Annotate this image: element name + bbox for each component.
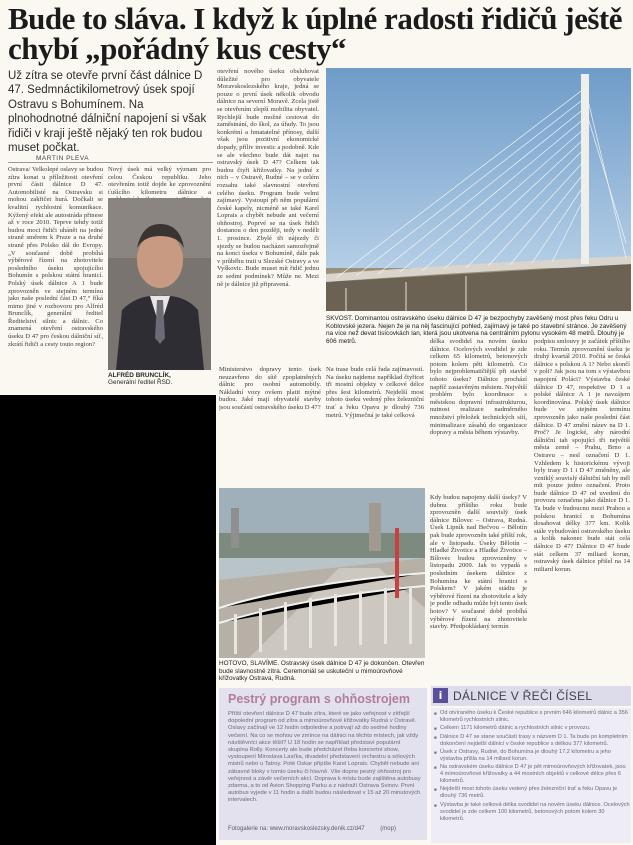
body-column-c2: Kdy budou napojeny další úseky? V dubnu příštího roku bude zprovozněn další souvislý úsek dálnice Bílovec – Ostrava, Rudná. Úsek Lipník nad Bečvou – Bělotín pak bude zprovozněn také příští rok, ale v listopadu. Úseky Bělotín – Hladké Životice a Hladké Životice – Bílovec budou zprovozněny v listopadu 2009. Jak to vypadá s posledním úsekem dálnice z Bohumína ke státní hranici s Polskem? V jakém stádiu je výběrové řízení na zhotovitele a kdy je podle odhadu může být tento úsek hotov? V současné době probíhá výběrové řízení na zhotovitele stavby. Předpokládaný termín — [430, 494, 527, 631]
program-body: Příští otevření dálnice D 47 bude zítra, které se jako veřejnost v zítřejší dopolední program od zítra a mimoúrovňové křižovatky Rudná v Ostravě. Oslavy začínají ve 12 hodin odpoledne a potrvají až do sedmé hodiny večerní. Na co se mohou ve zmínce na dálnici na těchto místech, jak vždy návštěvníci akce těšit? U 18 hodin se například představí populární skupina Rolly. Koncerty ale bude předcházet třeba koncertní show, vystoupení Miroslava Lasťka, divadelní představení orchestru a sólových mistrů nebo u Tatroy. Poté Oskar připíše Karel Loprais. Chybět nebude ani zábavné bloky v tomto úseku či hlavně. Vše dopne pestrý ohňostroj pro veřejnost a závěr večerních akcí. Doprava k místu bude zajištěna autobusy zdarma, a to od Avion Shopping Parku a z nádraží Ostrava Svinov. První autobus vyjede v 11 hodin a další budou následovat v 15 až 20 minutových intervalech. — [228, 711, 421, 804]
stats-item: ■ Výstavba je také celková délka svodidel na novém úseku dálnice. Ocelových svodidel je zde celkem 100 kilometrů, betonových potom kolem 30 kilometrů. — [434, 802, 630, 823]
stats-item: ■ Úsek z Ostravy, Rudné, do Bohumína je dlouhý 17,2 kilometru a jeho výstavba přišla na 14 miliard korun. — [434, 749, 630, 763]
person-name: ALFRÉD BRUNCLÍK, — [108, 372, 171, 379]
blank-area — [0, 395, 216, 845]
article-headline: Bude to sláva. I když k úplné radosti řidičů ještě chybí „pořádný kus cesty“ — [8, 1, 623, 66]
gallery-link[interactable]: Fotogalerie na: www.moravskoslezsky.denik.cz/d47 — [228, 826, 365, 832]
stats-title: DÁLNICE V ŘEČI ČÍSEL — [453, 689, 593, 703]
portrait-caption — [108, 372, 211, 387]
highway-caption: HOTOVO, SLAVÍME. Ostravský úsek dálnice D 47 je dokončen. Otevřen bude slavnostně zítra. Ceremoniál se uskuteční u mimoúrovňové křižovatky Ostrava, Rudná. — [219, 660, 425, 683]
stats-item: ■ Dálnice D 47 se stane součástí trasy s názvem D 1. Ta bude po kompletním dokončení nejdelší dálnicí v české republice s délkou 377 kilometrů. — [434, 734, 630, 748]
bridge-photo — [326, 68, 631, 311]
stats-item: ■ Celkem 1171 kilometrů dálnic a rychlostních silnic v provozu. — [434, 725, 630, 732]
program-footer — [228, 826, 396, 832]
stats-item: ■ Na ostravském úseku dálnice D 47 je pět mimoúrovňových křižovatek, jsou 4 mimoúrovňové křižovatky a 44 mostních objektů v celkové délce přes 6 kilometrů. — [434, 764, 630, 785]
bridge-caption: SKVOST. Dominantou ostravského úseku dálnice D 47 je bezpochyby zavěšený most přes řeku Odru u Koblovské jezera. Nejen že je na něj fascinující pohled, zajímavý je také po stavební stránce. Je zavěšený na více než devat tisícovkách lan, která jsou ukotvena na centrálním pylonu vysokém 48 metrů. Dlouhý je 606 metrů. — [326, 315, 627, 345]
body-column-a: Ministerstvo dopravy tento úsek neuzavřeno do sítě zpoplatněných dálnic pro osobní automobily. Nákladní vozy ovšem platit mýtné budou. Jaké mají obyvatelé stavby jsou součástí ostravského úseku D 47? — [219, 366, 321, 411]
person-role: Generální ředitel ŘSD. — [108, 379, 173, 387]
portrait-photo — [108, 198, 211, 370]
stats-list — [434, 710, 630, 824]
program-title: Pestrý program s ohňostrojem — [228, 692, 410, 706]
stats-item: ■ Nejdelší most tohoto úseku vedený přes železniční trať a řeku Opavu je dlouhý 736 metrů. — [434, 786, 630, 800]
cable-stayed-bridge-illustration — [326, 68, 631, 311]
person-illustration — [108, 198, 211, 370]
program-credit: (mop) — [380, 826, 396, 832]
body-column-3: otevření nového úseku obsluhovat důležité pro obyvatele Moravskoslezského kraje, jedná se pouze o první úsek několik obvodu dálnice na severní Moravě. Zcela jistě se otevřením zlepší mobilita obyvatel. Rychlejší bude možné cestovat do zaměstnání, do škol, za úřady. To jsou konkrétní a hmatatelné přínosy, další však jsou pozitivní ekonomické dopady, příliv investic a podobně. Kde se ale všechno bude dát najet na ostravský úsek D 47? Celkem tak budou čtyři křižovatky. Na jedné z nich – v Ostravě, Rudné – se v celém rozsahu také slavnostní otevření celého úseku. Program bude velmi zajímavý. Vystoupí při něm populární české kapely, nicméně se také Karel Loprais a chybět nebude ani večerní ohňostroj. Poprvé se na úsek řidiči dostanou o den později, tedy v neděli 1. prosince. Zbylé tři nájezdy či sjezdy se budou nacházet samozřejmě na konci úseku v Bohumíně, dále pak v průběhu trati u Slezské Ostravy a ve Vyškovic. Bude muset mít řidič jednu ze sedmi podmínek? Může ne. Mezi ně je dálnice již připravená. — [217, 68, 319, 288]
body-column-2: Nový úsek má velký význam pro celou Českou republiku. Jeho otevřením totiž dojde ke zprovoznění ťušícího kilometru dálnice a — [108, 166, 211, 196]
divider — [8, 162, 213, 163]
lead-paragraph: Už zítra se otevře první část dálnice D 47. Sedmnáctikilometrový úsek spojí Ostravu s Bohumínem. Na plnohodnotné dálniční napojení si však řidiči v kraji ještě nějaký ten rok budou muset počkat. — [8, 70, 207, 155]
highway-illustration — [219, 488, 425, 658]
body-column-c: délka svodidel na novém úseku dálnice. Ocelových svodidel je zde celkem 65 kilometrů, betonových potom kolem pěti kilometrů. Co bylo nejproblematičtější při stavbě tohoto úseku? Dálnice prochází napříč zastavěným městem. Největší problém bylo koordinace s městskou dopravní infrastrukturou, nutnost realizace nadměrného množství přeložek technických sítí, minimalizace zásahů do organizace dopravy a města během výstavby. — [430, 338, 527, 437]
body-column-1: Ostrava/ Velkolepé oslavy se budou zítra konat u příležitosti otevření první části dálnice D 47. Automobilisté na Ostravsku si mohou zakřičet hurá. Dočkali se kvalitní rychlostní komunikace. Kýžený efekt ale autostráda přinese až v roce 2010. Teprve tehdy totiž budou moci řidiči uhánět na jedné straně směrem k Praze a na druhé straně přes Polsko dál do Evropy. „V současné době probíhá výběrové řízení na zhotovitele posledního úseku spojujícího Bohumín s polskou státní hranicí. Polský úsek dálnice A 1 bude zprovozněn ve stejném termínu jako naše poslední část D 47,“ říká mimo jiné v rozhovoru pro Alfréd Brunclík, generální ředitel Ředitelství silnic a dálnic. Co znamená otevření ostravského úseku D 47 pro českou dálniční síť, zkrátí řidiči a cesty touto region? — [8, 166, 103, 348]
highway-photo — [219, 488, 425, 658]
body-column-b: Na trase bude celá řada zajímavostí. Na úseku najdeme například čtyřicet tři mostní objekty v celkové délce přes šest kilometrů. Nejdelší most tohoto úseku vedený přes železniční trať a řeku Opavu je dlouhý 736 metrů. Výjimečná je také celková — [326, 366, 424, 419]
body-column-d: podpisu smlouvy je začátek příštího roku. Termín zprovoznění úseku je druhý kvartál 2010. Počítá se česká dálnice s polskou A 1? Nebo skončí v poli? Jak jsou na tom s výstavbou napojení Poláci? Výstavba české dálnice D 47, respektive D 1 a polské dálnice A 1 je navzájem koordinována. Polský úsek dálnice bude ve stejném termínu zprovozněn jako naše poslední část dálnice. D 47 změní název na D 1. Proč? Je logické, aby národní dálniční tah spojující tři největší města země – Prahu, Brno a Ostravu – nesl označení D 1. Vzhledem k historickému vývoji byly trasy D 1 i D 47 změněny, ale vzniklý souvislý dálniční tah by měl mít pouze jedno označení. Proto bude dálnice D 47 od uvedení do provozu označena jako dálnice D 1. Ta bude v budoucnu mezi Prahou a polskou hranicí u Bohumína dosahovat délky 377 km. Kolik stále vybudování ostravského úseku a kolik nakonec bude stát celá dálnice D 47? Dálnice D 47 bude stát celkem 37 miliard korun, ostravský úsek dálnice přišel na 14 miliard korun. — [534, 338, 630, 573]
info-icon: i — [433, 688, 448, 703]
author-byline: MARTIN PLEVA — [36, 155, 90, 162]
stats-item: ■ Od otvíraného úseku k České republice s prvním 646 kilometrů dálnic a 356 kilometrů rychlostních silnic. — [434, 710, 630, 724]
